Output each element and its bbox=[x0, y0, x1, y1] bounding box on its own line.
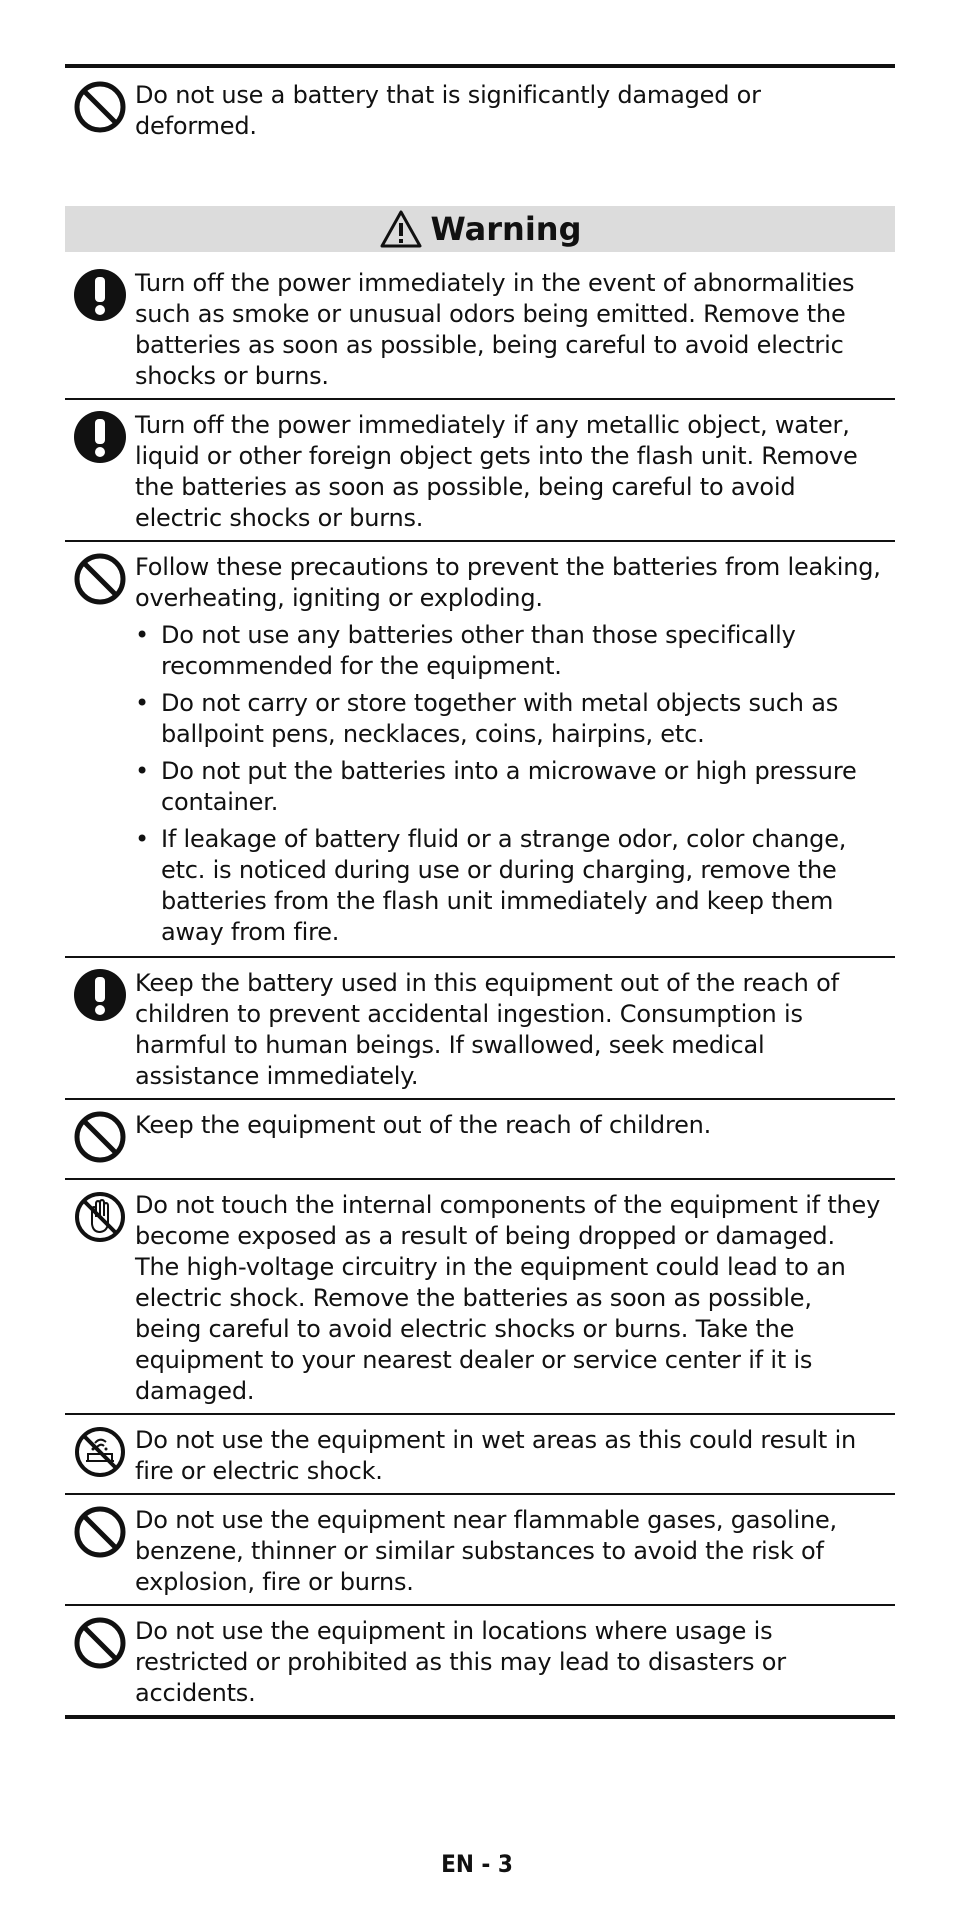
prohibited-icon bbox=[65, 80, 135, 134]
mandatory-action-icon bbox=[65, 968, 135, 1022]
warning-item bbox=[65, 1100, 895, 1178]
warning-item bbox=[65, 1415, 895, 1493]
mandatory-action-icon bbox=[65, 268, 135, 322]
warning-item bbox=[65, 252, 895, 398]
warning-item-text: Keep the battery used in this equipment out of the reach of children to prevent accidental ingestion. Consumption is harmful to human beings. If swallowed, seek medical assistance immediately. bbox=[135, 969, 839, 1090]
page-number: EN - 3 bbox=[441, 1850, 513, 1878]
list-item: • Do not carry or store together with metal objects such as ballpoint pens, necklaces, coins, hairpins, etc. bbox=[135, 688, 885, 750]
prohibited-icon bbox=[65, 552, 135, 606]
no-wet-areas-icon bbox=[65, 1425, 135, 1479]
precautions-intro: Follow these precautions to prevent the batteries from leaking, overheating, igniting or exploding. bbox=[135, 553, 881, 612]
warning-item bbox=[65, 1180, 895, 1413]
warning-triangle-icon bbox=[379, 209, 423, 249]
warning-item-text: Turn off the power immediately in the event of abnormalities such as smoke or unusual odors being emitted. Remove the batteries as soon as possible, being careful to avoid electric shocks or burns. bbox=[135, 269, 855, 390]
warning-item-text bbox=[135, 552, 895, 954]
warning-item-text: Do not touch the internal components of the equipment if they become exposed as a result of being dropped or damaged. The high-voltage circuitry in the equipment could lead to an electric shock. Remove the batteries as soon as possible, being careful to avoid electric shocks or burns. Take the equipment to your nearest dealer or service center if it is damaged. bbox=[135, 1191, 881, 1405]
warning-item-text: Keep the equipment out of the reach of children. bbox=[135, 1111, 712, 1139]
warning-item bbox=[65, 958, 895, 1098]
list-item: • If leakage of battery fluid or a strange odor, color change, etc. is noticed during use or during charging, remove the batteries from the flash unit immediately and keep them away from fire. bbox=[135, 824, 885, 948]
prohibited-icon bbox=[65, 1616, 135, 1670]
prohibited-icon bbox=[65, 1110, 135, 1164]
warning-heading bbox=[65, 206, 895, 252]
top-item-text: Do not use a battery that is significantly damaged or deformed. bbox=[135, 81, 761, 140]
warning-item-text: Do not use the equipment near flammable gases, gasoline, benzene, thinner or similar substances to avoid the risk of explosion, fire or burns. bbox=[135, 1506, 837, 1596]
bottom-rule bbox=[65, 1715, 895, 1719]
warning-page bbox=[65, 64, 895, 1719]
warning-item bbox=[65, 1495, 895, 1604]
warning-item-text: Do not use the equipment in wet areas as this could result in fire or electric shock. bbox=[135, 1426, 857, 1485]
warning-item-text: Turn off the power immediately if any metallic object, water, liquid or other foreign object gets into the flash unit. Remove the batteries as soon as possible, being careful to avoid electric shocks or burns. bbox=[135, 411, 858, 532]
list-item: • Do not put the batteries into a microwave or high pressure container. bbox=[135, 756, 885, 818]
warning-item bbox=[65, 400, 895, 540]
warning-item-text: Do not use the equipment in locations where usage is restricted or prohibited as this may lead to disasters or accidents. bbox=[135, 1617, 786, 1707]
warning-item bbox=[65, 542, 895, 956]
prohibited-icon bbox=[65, 1505, 135, 1559]
do-not-touch-icon bbox=[65, 1190, 135, 1244]
warning-title: Warning bbox=[430, 210, 582, 248]
warning-item bbox=[65, 1606, 895, 1715]
precautions-list bbox=[135, 620, 885, 948]
mandatory-action-icon bbox=[65, 410, 135, 464]
list-item: • Do not use any batteries other than those specifically recommended for the equipment. bbox=[135, 620, 885, 682]
top-item bbox=[65, 68, 895, 142]
